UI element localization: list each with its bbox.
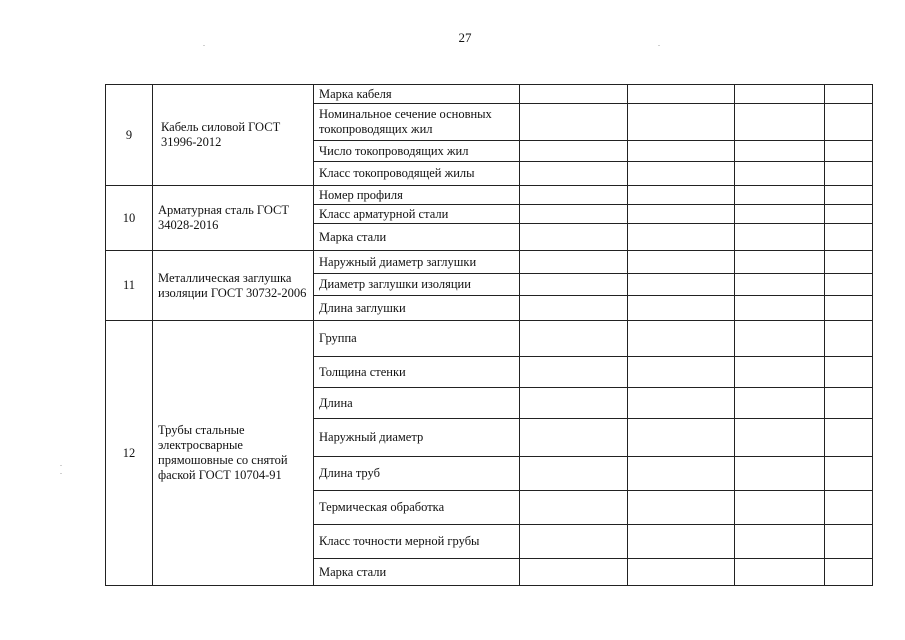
value-cell (735, 104, 825, 141)
value-cell (735, 457, 825, 491)
item-name: Металлическая заглушка изоляции ГОСТ 30732-2006 (153, 251, 314, 321)
property-label: Наружный диаметр (314, 419, 520, 457)
value-cell (825, 419, 873, 457)
value-cell (520, 321, 628, 357)
value-cell (520, 85, 628, 104)
value-cell (628, 251, 735, 274)
value-cell (520, 186, 628, 205)
value-cell (628, 457, 735, 491)
row-number: 12 (106, 321, 153, 586)
item-name: Арматурная сталь ГОСТ 34028-2016 (153, 186, 314, 251)
value-cell (628, 296, 735, 321)
property-label: Толщина стенки (314, 357, 520, 388)
property-label: Класс точности мерной грубы (314, 525, 520, 559)
value-cell (520, 388, 628, 419)
property-label: Класс арматурной стали (314, 205, 520, 224)
item-name: Трубы стальные электросварные прямошовные со снятой фаской ГОСТ 10704-91 (153, 321, 314, 586)
value-cell (825, 186, 873, 205)
value-cell (825, 357, 873, 388)
value-cell (520, 104, 628, 141)
value-cell (825, 525, 873, 559)
value-cell (825, 296, 873, 321)
value-cell (735, 525, 825, 559)
property-label: Класс токопроводящей жилы (314, 162, 520, 186)
value-cell (520, 357, 628, 388)
value-cell (520, 162, 628, 186)
value-cell (628, 186, 735, 205)
value-cell (735, 274, 825, 296)
property-label: Марка кабеля (314, 85, 520, 104)
value-cell (735, 205, 825, 224)
value-cell (825, 224, 873, 251)
value-cell (735, 251, 825, 274)
row-number: 11 (106, 251, 153, 321)
property-label: Длина труб (314, 457, 520, 491)
property-label: Длина (314, 388, 520, 419)
value-cell (628, 388, 735, 419)
value-cell (825, 162, 873, 186)
value-cell (520, 205, 628, 224)
row-number: 9 (106, 85, 153, 186)
value-cell (628, 559, 735, 586)
value-cell (735, 162, 825, 186)
value-cell (735, 491, 825, 525)
value-cell (520, 525, 628, 559)
value-cell (520, 491, 628, 525)
value-cell (628, 419, 735, 457)
specification-table (105, 84, 873, 586)
property-label: Группа (314, 321, 520, 357)
property-label: Наружный диаметр заглушки (314, 251, 520, 274)
value-cell (735, 419, 825, 457)
value-cell (520, 296, 628, 321)
value-cell (628, 274, 735, 296)
property-label: Номер профиля (314, 186, 520, 205)
value-cell (520, 559, 628, 586)
value-cell (520, 274, 628, 296)
value-cell (735, 141, 825, 162)
value-cell (628, 224, 735, 251)
table-row (106, 85, 873, 104)
value-cell (628, 85, 735, 104)
property-label: Число токопроводящих жил (314, 141, 520, 162)
value-cell (628, 162, 735, 186)
value-cell (735, 559, 825, 586)
value-cell (735, 186, 825, 205)
value-cell (628, 525, 735, 559)
value-cell (628, 357, 735, 388)
value-cell (628, 491, 735, 525)
page-number: 27 (458, 30, 472, 45)
value-cell (735, 321, 825, 357)
value-cell (735, 388, 825, 419)
value-cell (628, 104, 735, 141)
scan-speck (658, 45, 660, 46)
row-number: 10 (106, 186, 153, 251)
value-cell (628, 205, 735, 224)
value-cell (825, 491, 873, 525)
value-cell (825, 388, 873, 419)
value-cell (735, 357, 825, 388)
value-cell (735, 224, 825, 251)
value-cell (520, 419, 628, 457)
value-cell (520, 251, 628, 274)
property-label: Марка стали (314, 224, 520, 251)
table-row (106, 251, 873, 274)
property-label: Номинальное сечение основных токопроводящих жил (314, 104, 520, 141)
value-cell (825, 104, 873, 141)
value-cell (735, 85, 825, 104)
scan-speck (203, 45, 205, 46)
property-label: Термическая обработка (314, 491, 520, 525)
table-row (106, 186, 873, 205)
value-cell (825, 85, 873, 104)
value-cell (825, 457, 873, 491)
value-cell (825, 141, 873, 162)
value-cell (825, 559, 873, 586)
value-cell (520, 457, 628, 491)
value-cell (628, 321, 735, 357)
property-label: Марка стали (314, 559, 520, 586)
property-label: Диаметр заглушки изоляции (314, 274, 520, 296)
value-cell (628, 141, 735, 162)
value-cell (825, 321, 873, 357)
table-row (106, 321, 873, 357)
value-cell (825, 251, 873, 274)
scan-speck (60, 473, 62, 474)
value-cell (520, 224, 628, 251)
value-cell (735, 296, 825, 321)
item-name: Кабель силовой ГОСТ 31996-2012 (153, 85, 314, 186)
value-cell (825, 274, 873, 296)
property-label: Длина заглушки (314, 296, 520, 321)
scan-speck (60, 465, 62, 466)
value-cell (825, 205, 873, 224)
value-cell (520, 141, 628, 162)
